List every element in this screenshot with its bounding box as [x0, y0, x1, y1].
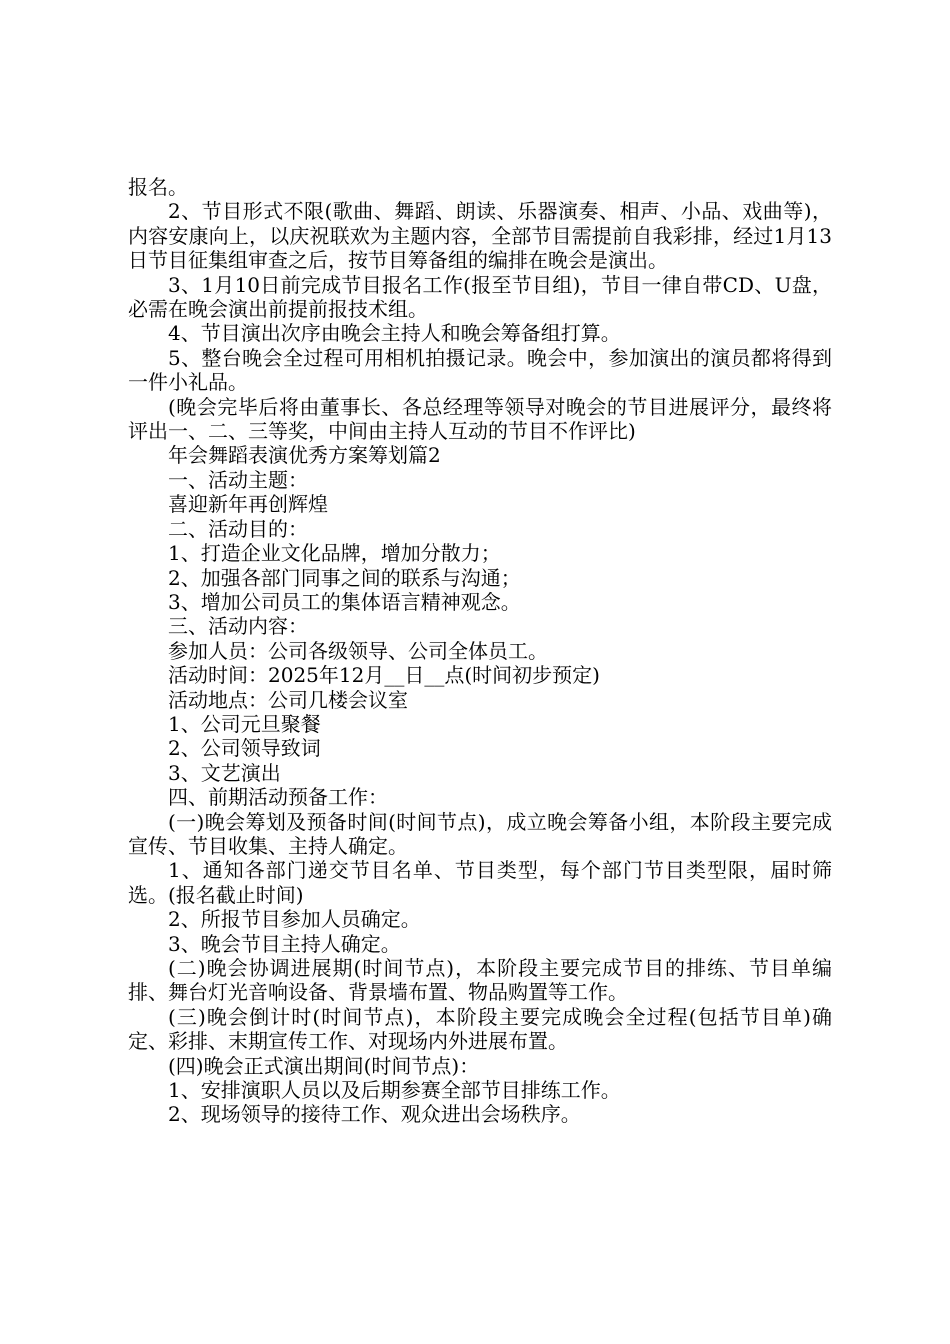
paragraph: 1、公司元旦聚餐: [168, 711, 321, 736]
paragraph: 2、所报节目参加人员确定。: [168, 907, 421, 932]
paragraph: 2、公司领导致词: [168, 736, 321, 761]
paragraph: 活动时间：2025年12月__日__点(时间初步预定): [168, 663, 600, 688]
paragraph: (一)晚会筹划及预备时间(时间节点)，成立晚会筹备小组，本阶段主要完成宣传、节目收集、主持人确定。: [128, 809, 832, 858]
paragraph: 四、前期活动预备工作：: [168, 785, 388, 810]
paragraph: 年会舞蹈表演优秀方案筹划篇2: [168, 443, 441, 468]
paragraph: (晚会完毕后将由董事长、各总经理等领导对晚会的节目进展评分，最终将评出一、二、三等奖，中间由主持人互动的节目不作评比): [128, 394, 832, 444]
paragraph: 3、增加公司员工的集体语言精神观念。: [168, 589, 521, 614]
paragraph: (四)晚会正式演出期间(时间节点)：: [168, 1053, 480, 1078]
paragraph: 2、加强各部门同事之间的联系与沟通；: [168, 565, 521, 590]
paragraph: 4、节目演出次序由晚会主持人和晚会筹备组打算。: [168, 321, 621, 346]
paragraph: 5、整台晚会全过程可用相机拍摄记录。晚会中，参加演出的演员都将得到一件小礼品。: [128, 345, 832, 395]
paragraph: 2、现场领导的接待工作、观众进出会场秩序。: [168, 1102, 581, 1127]
paragraph: 1、通知各部门递交节目名单、节目类型，每个部门节目类型限，届时筛选。(报名截止时间): [128, 858, 832, 907]
paragraph: 一、活动主题：: [168, 467, 308, 492]
paragraph: 3、晚会节目主持人确定。: [168, 931, 401, 956]
paragraph: 1、打造企业文化品牌，增加分散力；: [168, 541, 501, 566]
paragraph: 2、节目形式不限(歌曲、舞蹈、朗读、乐器演奏、相声、小品、戏曲等)，内容安康向上，以庆祝联欢为主题内容，全部节目需提前自我彩排，经过1月13日节目征集组审查之后，按节目筹备组的编排在晚会是演出。: [128, 199, 832, 273]
paragraph: (二)晚会协调进展期(时间节点)，本阶段主要完成节目的排练、节目单编排、舞台灯光音响设备、背景墙布置、物品购置等工作。: [128, 956, 832, 1005]
paragraph: (三)晚会倒计时(时间节点)，本阶段主要完成晚会全过程(包括节目单)确定、彩排、末期宣传工作、对现场内外进展布置。: [128, 1004, 832, 1054]
paragraph: 参加人员：公司各级领导、公司全体员工。: [168, 638, 548, 663]
paragraph: 喜迎新年再创辉煌: [168, 492, 328, 517]
paragraph: 报名。: [128, 175, 188, 199]
paragraph: 二、活动目的：: [168, 516, 308, 541]
document-body: [128, 175, 832, 1127]
paragraph: 3、文艺演出: [168, 760, 281, 785]
paragraph: 活动地点：公司几楼会议室: [168, 687, 408, 712]
paragraph: 三、活动内容：: [168, 614, 308, 639]
paragraph: 1、安排演职人员以及后期参赛全部节目排练工作。: [168, 1078, 621, 1103]
paragraph: 3、1月10日前完成节目报名工作(报至节目组)，节目一律自带CD、U盘，必需在晚会演出前提前报技术组。: [128, 272, 832, 322]
